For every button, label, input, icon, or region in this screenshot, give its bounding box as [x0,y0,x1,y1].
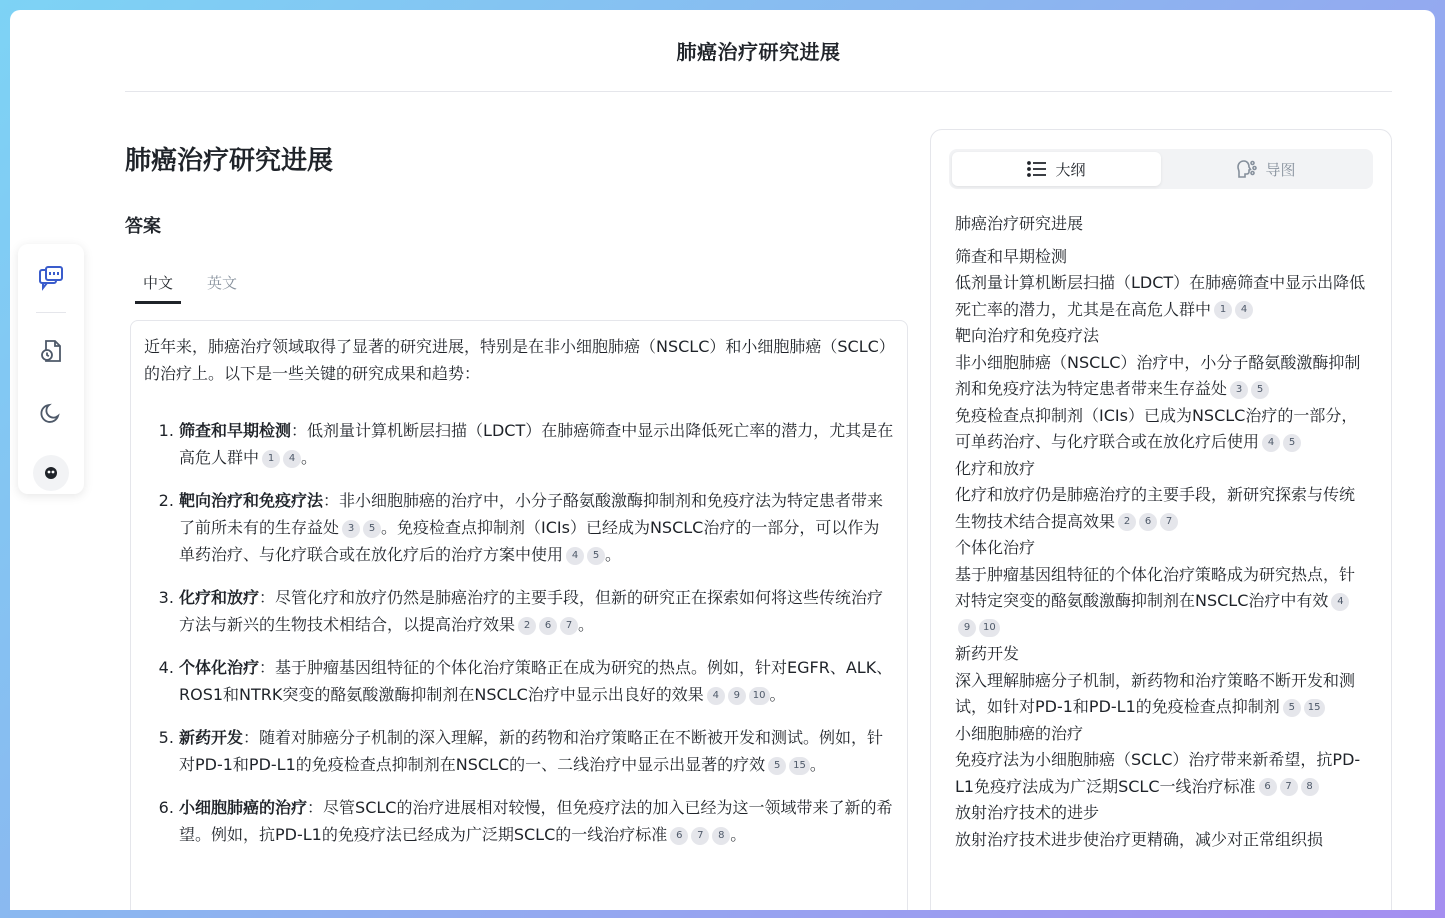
answer-item-title: 筛查和早期检测 [179,421,292,440]
answer-item-tail: 。 [809,755,826,774]
list-icon [1027,161,1047,177]
answer-item-text: 基于肿瘤基因组特征的个体化治疗策略正在成为研究的热点。例如，针对EGFR、ALK、ROS1和NTRK突变的酪氨酸激酶抑制剂在NSCLC治疗中显示出良好的效果 [179,658,893,704]
citation-badge[interactable]: 5 [587,547,605,565]
outline-item-text: 低剂量计算机断层扫描（LDCT）在肺癌筛查中显示出降低死亡率的潜力，尤其是在高危人群中 [955,273,1366,319]
answer-item-separator: ： [243,728,260,747]
outline-item[interactable] [955,350,1367,403]
citation-badge[interactable]: 5 [1283,699,1301,717]
tab-english[interactable]: 英文 [207,274,238,292]
outline-heading[interactable]: 小细胞肺癌的治疗 [955,723,1084,743]
answer-item [179,584,894,638]
chat-button[interactable] [31,258,71,298]
citation-badge[interactable]: 5 [1251,381,1269,399]
user-avatar[interactable] [33,455,69,491]
citation-badge[interactable]: 6 [539,617,557,635]
answer-item-tail: 。 [769,685,786,704]
citation-badge[interactable]: 7 [1280,778,1298,796]
citation-badge[interactable]: 7 [560,617,578,635]
answer-card [130,320,908,910]
tab-mindmap[interactable] [1161,152,1370,186]
citation-badge[interactable]: 6 [670,827,688,845]
answer-item-text: 非小细胞肺癌的治疗中，小分子酪氨酸激酶抑制剂和免疫疗法为特定患者带来了前所未有的生存益处 [179,491,884,537]
outline-heading[interactable]: 个体化治疗 [955,538,1036,557]
outline-item-text: 深入理解肺癌分子机制，新药物和治疗策略不断开发和测试，如针对PD-1和PD-L1的免疫检查点抑制剂 [955,670,1356,716]
answer-item-title: 个体化治疗 [179,658,260,677]
outline-item[interactable] [955,747,1367,800]
outline-item[interactable] [955,562,1367,642]
outline-item[interactable] [955,482,1367,535]
page-header-title: 肺癌治疗研究进展 [676,40,841,64]
citation-badge[interactable]: 1 [262,450,280,468]
citation-badge[interactable]: 2 [1118,513,1136,531]
outline-item-text: 非小细胞肺癌（NSCLC）治疗中，小分子酪氨酸激酶抑制剂和免疫疗法为特定患者带来生存益处 [955,352,1361,398]
citation-badge[interactable]: 9 [728,687,746,705]
citation-badge[interactable]: 15 [789,757,810,775]
outline-item-text: 化疗和放疗仍是肺癌治疗的主要手段，新研究探索与传统生物技术结合提高效果 [955,485,1356,531]
dark-mode-toggle[interactable] [31,393,71,433]
app-window [10,10,1435,910]
answer-item-title: 靶向治疗和免疫疗法 [179,491,324,510]
toolbar-divider [36,312,66,313]
article-title: 肺癌治疗研究进展 [125,146,334,176]
citation-badge[interactable]: 7 [1160,513,1178,531]
outline-item-text: 放射治疗技术进步使治疗更精确，减少对正常组织损 [955,829,1324,849]
outline-item-text: 基于肿瘤基因组特征的个体化治疗策略成为研究热点，针对特定突变的酪氨酸激酶抑制剂在NSCLC治疗中有效 [955,564,1356,610]
mindmap-icon [1235,158,1257,180]
language-tabs [135,262,245,304]
citation-badge[interactable]: 1 [1214,301,1232,319]
citation-badge[interactable]: 15 [1304,699,1325,717]
outline-item[interactable] [955,668,1367,721]
answer-item-text: 尽管SCLC的治疗进展相对较慢，但免疫疗法的加入已经为这一领域带来了新的希望。例如，抗PD-L1的免疫疗法已经成为广泛期SCLC的一线治疗标准 [179,798,893,844]
answer-item-text: 尽管化疗和放疗仍然是肺癌治疗的主要手段，但新的研究正在探索如何将这些传统治疗方法与新兴的生物技术相结合，以提高治疗效果 [179,588,884,634]
answer-item-text: 低剂量计算机断层扫描（LDCT）在肺癌筛查中显示出降低死亡率的潜力，尤其是在高危人群中 [179,421,894,467]
answer-item-separator: ： [259,658,276,677]
citation-badge[interactable]: 4 [1235,301,1253,319]
answer-heading: 答案 [125,216,161,237]
citation-badge[interactable]: 3 [1230,381,1248,399]
citation-badge[interactable]: 10 [979,619,1000,637]
tab-mindmap-label: 导图 [1265,160,1296,179]
citation-badge[interactable]: 6 [1139,513,1157,531]
outline-panel [930,129,1392,910]
citation-badge[interactable]: 8 [712,827,730,845]
outline-entries [955,244,1367,854]
citation-badge[interactable]: 8 [1301,778,1319,796]
citation-badge[interactable]: 7 [691,827,709,845]
tab-outline-label: 大纲 [1055,160,1086,179]
outline-heading[interactable]: 放射治疗技术的进步 [955,803,1100,822]
outline-heading[interactable]: 靶向治疗和免疫疗法 [955,326,1100,345]
citation-badge[interactable]: 2 [518,617,536,635]
answer-item-separator: ： [307,798,324,817]
citation-badge[interactable]: 4 [707,687,725,705]
tab-outline[interactable] [952,152,1161,186]
answer-list [144,417,894,848]
outline-item-text: 免疫疗法为小细胞肺癌（SCLC）治疗带来新希望，抗PD-L1免疫疗法成为广泛期SCLC一线治疗标准 [955,750,1361,796]
answer-item [179,724,894,778]
answer-item-tail: 。 [301,448,318,467]
citation-badge[interactable]: 10 [749,687,770,705]
answer-item [179,794,894,848]
outline-list [949,211,1373,853]
answer-item-separator: ： [323,491,340,510]
outline-item[interactable] [955,827,1367,854]
avatar-icon [40,462,62,484]
history-button[interactable] [31,331,71,371]
outline-heading[interactable]: 筛查和早期检测 [955,246,1068,266]
outline-item[interactable] [955,270,1367,323]
citation-badge[interactable]: 4 [283,450,301,468]
citation-badge[interactable]: 4 [1262,434,1280,452]
answer-item-text: 。免疫检查点抑制剂（ICIs）已经成为NSCLC治疗的一部分，可以作为单药治疗、与化疗联合或在放化疗后的治疗方案中使用 [179,518,880,564]
moon-icon [38,400,64,426]
view-switcher [949,149,1373,189]
answer-item-title: 化疗和放疗 [179,588,260,607]
citation-badge[interactable]: 5 [363,520,381,538]
answer-item-tail: 。 [578,615,595,634]
answer-item-title: 新药开发 [179,728,244,747]
answer-item-separator: ： [259,588,276,607]
top-bar [125,10,1392,92]
citation-badge[interactable]: 4 [566,547,584,565]
tab-chinese[interactable]: 中文 [135,262,181,304]
outline-heading[interactable]: 新药开发 [955,644,1020,663]
citation-badge[interactable]: 9 [958,619,976,637]
outline-title[interactable]: 肺癌治疗研究进展 [955,214,1084,233]
left-toolbar [18,244,84,494]
answer-item-tail: 。 [730,825,747,844]
citation-badge[interactable]: 5 [1283,434,1301,452]
answer-item [179,654,894,708]
citation-badge[interactable]: 5 [768,757,786,775]
citation-badge[interactable]: 6 [1259,778,1277,796]
citation-badge[interactable]: 3 [342,520,360,538]
outline-item-text: 免疫检查点抑制剂（ICIs）已成为NSCLC治疗的一部分，可单药治疗、与化疗联合或在放化疗后使用 [955,405,1358,451]
answer-item-title: 小细胞肺癌的治疗 [179,798,308,817]
outline-heading[interactable]: 化疗和放疗 [955,458,1036,478]
answer-intro: 近年来，肺癌治疗领域取得了显著的研究进展，特别是在非小细胞肺癌（NSCLC）和小细胞肺癌（SCLC）的治疗上。以下是一些关键的研究成果和趋势： [144,337,887,383]
answer-item-text: 随着对肺癌分子机制的深入理解，新的药物和治疗策略正在不断被开发和测试。例如，针对PD-1和PD-L1的免疫检查点抑制剂在NSCLC的一、二线治疗中显示出显著的疗效 [179,728,884,774]
answer-item-separator: ： [291,421,308,440]
main-content [125,92,910,910]
answer-item [179,417,894,471]
answer-item [179,487,894,568]
file-history-icon [38,338,64,364]
citation-badge[interactable]: 4 [1331,593,1349,611]
outline-item[interactable] [955,403,1367,456]
answer-item-tail: 。 [605,545,622,564]
chat-icon [37,264,65,292]
